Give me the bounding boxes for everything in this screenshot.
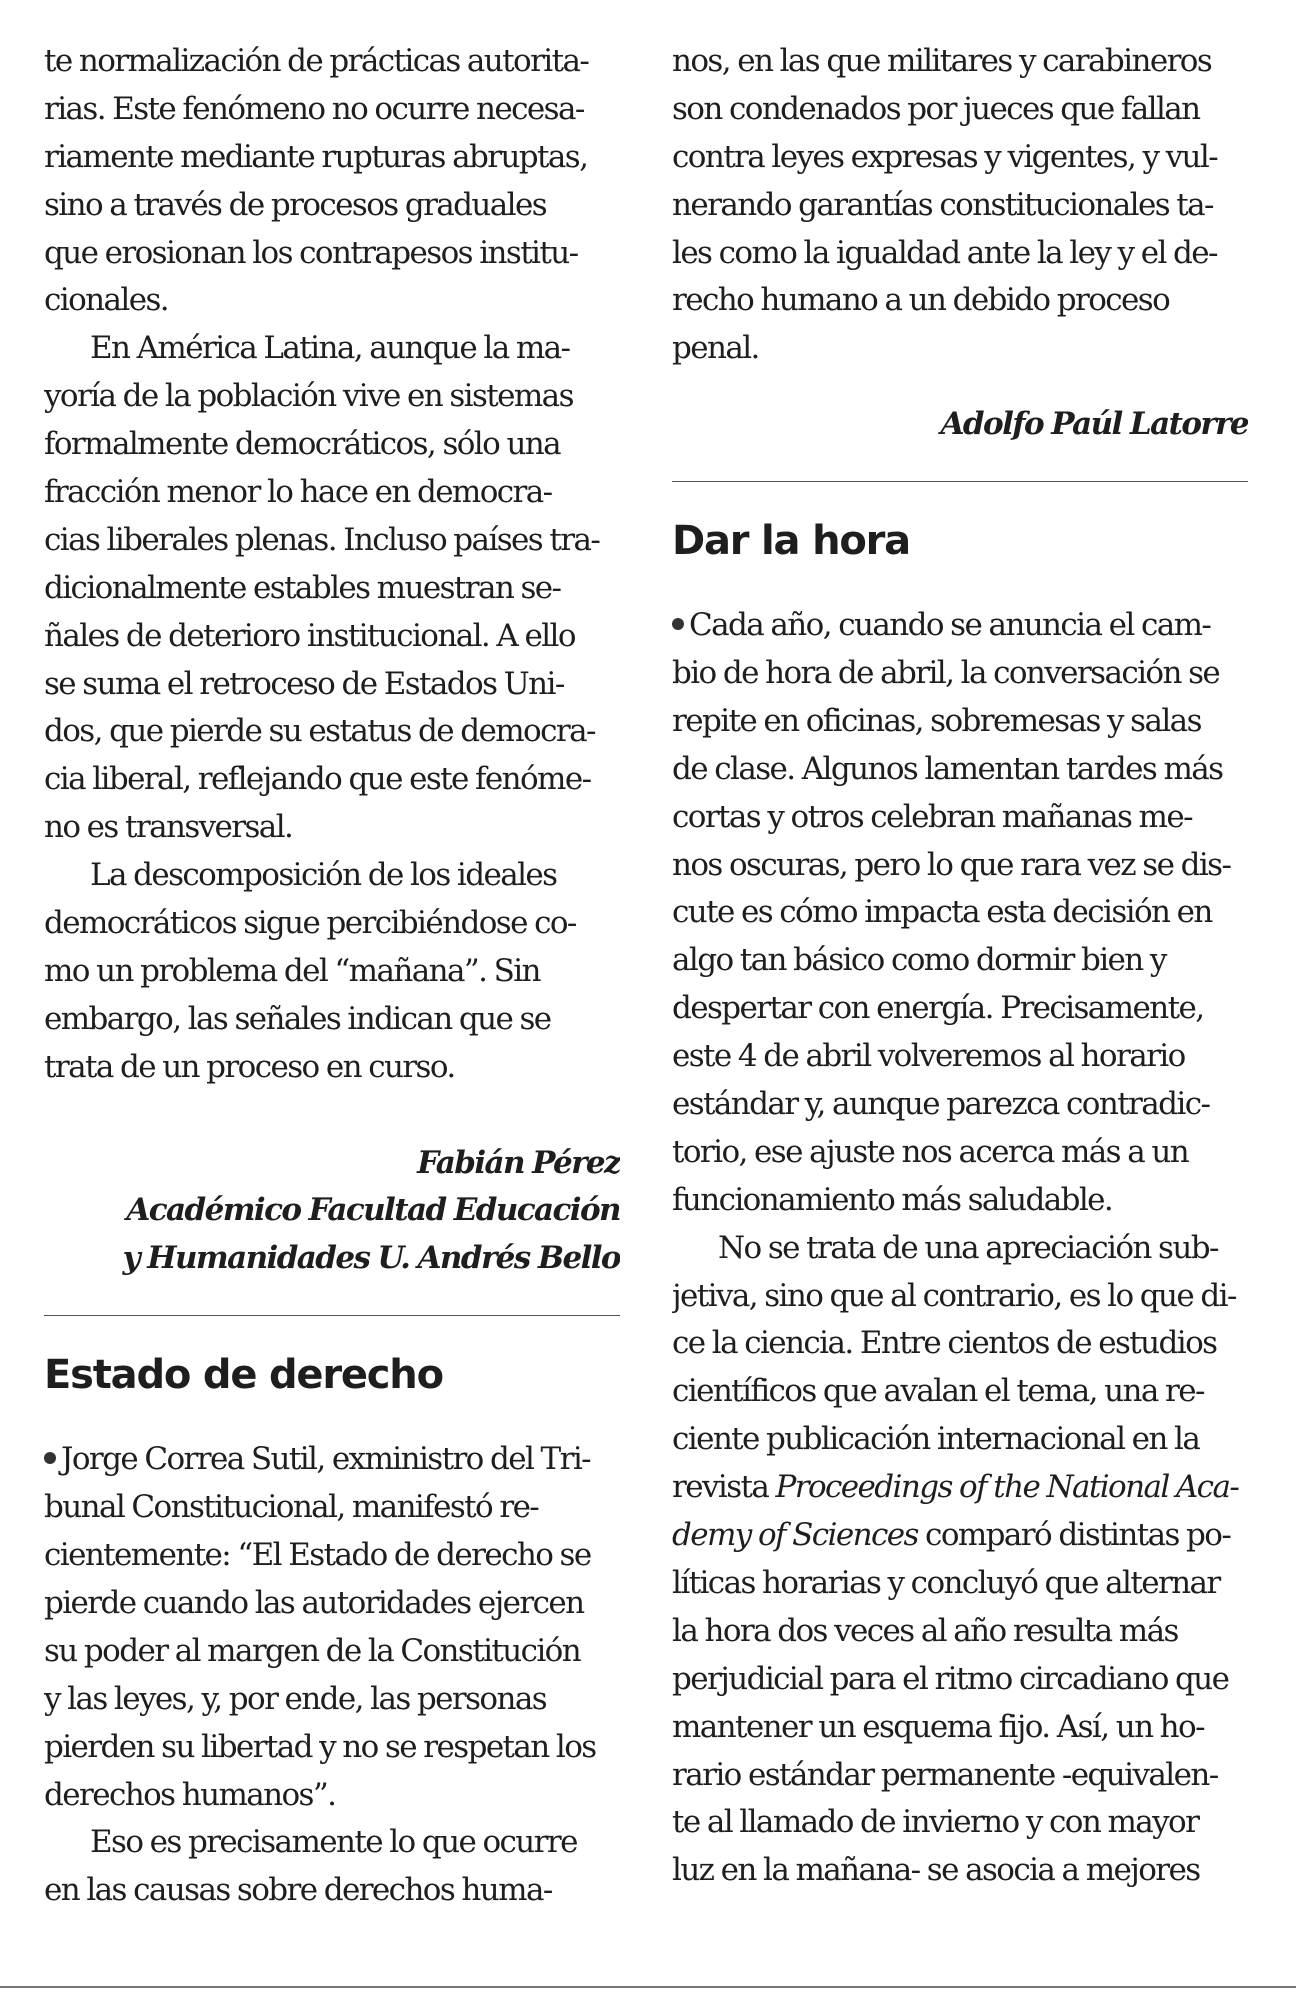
- text-line: recho humano a un debido proceso: [672, 282, 1170, 319]
- text-line: nos, en las que militares y carabineros: [672, 43, 1212, 79]
- right-paragraph-3: [672, 1225, 1248, 1895]
- text-line: ce la ciencia. Entre cientos de estudios: [672, 1325, 1217, 1362]
- text-line: perjudicial para el ritmo circadiano que: [672, 1660, 1229, 1697]
- signature-title: Académico Facultad Educación: [126, 1192, 620, 1229]
- text-line: rario estándar permanente -equivalen-: [672, 1756, 1218, 1793]
- text-line: [44, 1436, 620, 1484]
- text-line: ñales de deterioro institucional. A ello: [44, 617, 575, 654]
- text-line: y las leyes, y, por ende, las personas: [44, 1680, 547, 1717]
- text-line: riamente mediante rupturas abruptas,: [44, 138, 588, 175]
- text-line: cia liberal, reflejando que este fenóme-: [44, 761, 591, 798]
- text-line: cionales.: [44, 282, 169, 319]
- text-line: embargo, las señales indican que se: [44, 1000, 551, 1037]
- text-line: les como la igualdad ante la ley y el de-: [672, 234, 1217, 271]
- text-line: este 4 de abril volveremos al horario: [672, 1038, 1185, 1075]
- text-line: jetiva, sino que al contrario, es lo que di-: [672, 1277, 1236, 1314]
- text-line: repite en oficinas, sobremesas y salas: [672, 702, 1201, 739]
- text-line: fracción menor lo hace en democra-: [44, 474, 552, 511]
- text-fragment: revista: [672, 1469, 776, 1506]
- text-line: penal.: [672, 330, 759, 367]
- signature-name: Fabián Pérez: [417, 1144, 620, 1181]
- text-line: cortas y otros celebran mañanas me-: [672, 798, 1192, 835]
- text-line: funcionamiento más saludable.: [672, 1181, 1113, 1218]
- text-line: ciente publicación internacional en la: [672, 1421, 1200, 1458]
- text-fragment: comparó distintas po-: [917, 1517, 1231, 1554]
- text-line: mantener un esquema fijo. Así, un ho-: [672, 1708, 1204, 1745]
- left-paragraph-3: [44, 852, 620, 1091]
- left-column: [44, 38, 620, 1915]
- text-line: cientemente: “El Estado de derecho se: [44, 1537, 591, 1574]
- text-line-content: Cada año, cuando se anuncia el cam-: [689, 607, 1211, 644]
- text-line: [672, 602, 1248, 650]
- text-line: La descomposición de los ideales: [90, 857, 557, 894]
- text-line: nerando garantías constitucionales ta-: [672, 186, 1213, 223]
- text-line: sino a través de procesos graduales: [44, 186, 547, 223]
- text-line: contra leyes expresas y vigentes, y vul-: [672, 138, 1218, 175]
- text-line: la hora dos veces al año resulta más: [672, 1612, 1178, 1649]
- text-line: se suma el retroceso de Estados Uni-: [44, 665, 564, 702]
- text-line: te normalización de prácticas autorita-: [44, 43, 589, 79]
- section-divider: [44, 1315, 620, 1316]
- bullet-icon: [44, 1452, 56, 1464]
- text-line: estándar y, aunque parezca contradic-: [672, 1086, 1210, 1123]
- text-line: trata de un proceso en curso.: [44, 1048, 455, 1085]
- left-paragraph-5: [44, 1819, 620, 1915]
- text-line: líticas horarias y concluyó que alternar: [672, 1564, 1220, 1601]
- text-line: dos, que pierde su estatus de democra-: [44, 713, 595, 750]
- text-line-content: Jorge Correa Sutil, exministro del Tri-: [61, 1441, 591, 1478]
- text-line: bunal Constitucional, manifestó re-: [44, 1489, 539, 1526]
- text-line: [672, 1512, 1248, 1560]
- text-line: yoría de la población vive en sistemas: [44, 378, 573, 415]
- text-line: En América Latina, aunque la ma-: [90, 330, 570, 367]
- right-paragraph-1: [672, 38, 1248, 373]
- text-line: que erosionan los contrapesos institu-: [44, 234, 578, 271]
- headline-dar-la-hora: Dar la hora: [672, 518, 910, 565]
- signature-institution: y Humanidades U. Andrés Bello: [122, 1240, 620, 1277]
- text-line: cias liberales plenas. Incluso países tra-: [44, 521, 600, 558]
- text-line: Eso es precisamente lo que ocurre: [90, 1824, 577, 1861]
- text-line: te al llamado de invierno y con mayor: [672, 1804, 1199, 1841]
- text-line: mo un problema del “mañana”. Sin: [44, 952, 540, 989]
- text-line: torio, ese ajuste nos acerca más a un: [672, 1133, 1189, 1170]
- text-line: pierden su libertad y no se respetan los: [44, 1728, 596, 1765]
- left-paragraph-2: [44, 325, 620, 852]
- text-line: en las causas sobre derechos huma-: [44, 1872, 552, 1909]
- page-bottom-rule: [0, 1986, 1296, 1988]
- text-line: derechos humanos”.: [44, 1776, 336, 1813]
- spacer: [672, 576, 1248, 602]
- text-line: no es transversal.: [44, 809, 293, 846]
- text-line: despertar con energía. Precisamente,: [672, 990, 1204, 1027]
- text-line: cute es cómo impacta esta decisión en: [672, 894, 1212, 931]
- text-line: son condenados por jueces que fallan: [672, 90, 1200, 127]
- text-line: nos oscuras, pero lo que rara vez se dis-: [672, 846, 1231, 883]
- headline-estado-de-derecho: Estado de derecho: [44, 1352, 443, 1399]
- text-line: su poder al margen de la Constitución: [44, 1632, 581, 1669]
- text-line: algo tan básico como dormir bien y: [672, 942, 1166, 979]
- right-paragraph-2: [672, 602, 1248, 1225]
- text-line: formalmente democráticos, sólo una: [44, 426, 561, 463]
- text-line: rias. Este fenómeno no ocurre necesa-: [44, 90, 584, 127]
- text-line: bio de hora de abril, la conversación se: [672, 655, 1220, 692]
- text-line: científicos que avalan el tema, una re-: [672, 1373, 1204, 1410]
- left-paragraph-1: [44, 38, 620, 325]
- journal-title-italic: demy of Sciences: [672, 1517, 918, 1554]
- signature-adolfo-paul-latorre: Adolfo Paúl Latorre: [940, 406, 1248, 443]
- spacer: [672, 373, 1248, 401]
- text-line: pierde cuando las autoridades ejercen: [44, 1584, 584, 1621]
- spacer: [44, 1410, 620, 1436]
- right-column: [672, 38, 1248, 1895]
- section-divider: [672, 481, 1248, 482]
- journal-title-italic: Proceedings of the National Aca-: [775, 1469, 1239, 1506]
- signature-fabian-perez: [44, 1140, 620, 1284]
- left-paragraph-4: [44, 1436, 620, 1819]
- text-line: democráticos sigue percibiéndose co-: [44, 905, 576, 942]
- spacer: [44, 1092, 620, 1140]
- text-line: luz en la mañana- se asocia a mejores: [672, 1852, 1200, 1889]
- text-line: dicionalmente estables muestran se-: [44, 569, 561, 606]
- text-line: No se trata de una apreciación sub-: [718, 1229, 1218, 1266]
- text-line: [672, 1464, 1248, 1512]
- text-line: de clase. Algunos lamentan tardes más: [672, 750, 1223, 787]
- bullet-icon: [672, 618, 684, 630]
